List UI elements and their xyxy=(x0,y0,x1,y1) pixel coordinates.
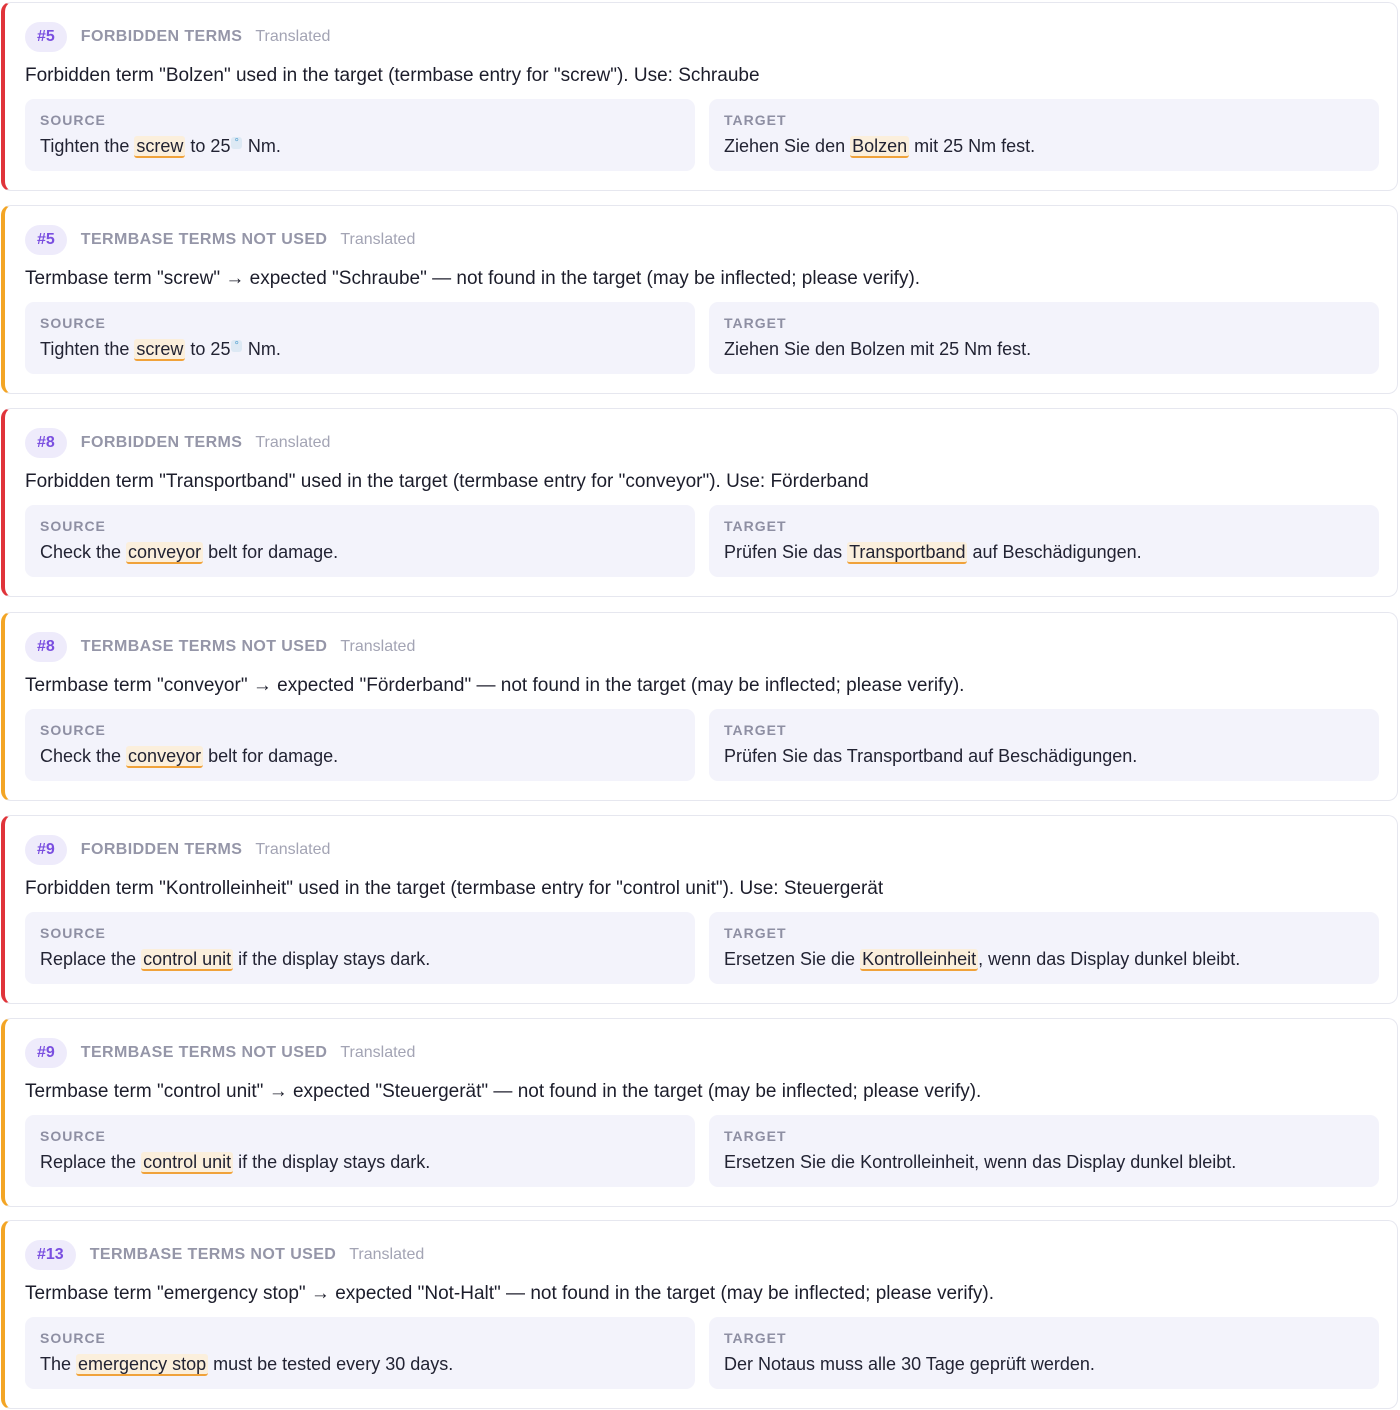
issue-message: Forbidden term "Transportband" used in the target (termbase entry for "conveyor"). Use: Förderband xyxy=(25,471,869,492)
target-label: TARGET xyxy=(724,1330,787,1346)
source-text-tail: Nm. xyxy=(242,136,281,156)
source-text-after: belt for damage. xyxy=(203,542,339,562)
source-text-before: Tighten the xyxy=(40,136,135,156)
target-text-before: Prüfen Sie das xyxy=(724,542,848,562)
target-text-before: Der Notaus muss alle 30 Tage geprüft werden. xyxy=(724,1354,1095,1374)
segment-number-badge[interactable]: #8 xyxy=(25,632,67,662)
source-text-before: Replace the xyxy=(40,1152,142,1172)
source-term-highlight[interactable]: conveyor xyxy=(128,542,202,562)
issue-card[interactable] xyxy=(1,205,1398,394)
issue-card[interactable] xyxy=(1,1220,1398,1409)
issue-header xyxy=(25,1239,424,1271)
source-label: SOURCE xyxy=(40,1330,106,1346)
nbsp-marker: ° xyxy=(231,340,241,352)
target-text xyxy=(724,949,1240,970)
target-term-highlight[interactable]: Transportband xyxy=(849,542,966,562)
target-panel xyxy=(709,912,1379,984)
source-text-before: Replace the xyxy=(40,949,142,969)
target-text xyxy=(724,542,1142,563)
target-panel xyxy=(709,505,1379,577)
issue-category: TERMBASE TERMS NOT USED xyxy=(89,1246,337,1263)
issue-category: FORBIDDEN TERMS xyxy=(80,841,243,858)
issue-card[interactable] xyxy=(1,408,1398,597)
issue-header xyxy=(25,631,415,663)
issue-header xyxy=(25,834,330,866)
segment-status: Translated xyxy=(255,841,331,858)
target-text xyxy=(724,339,1031,360)
target-text-before: Ersetzen Sie die Kontrolleinheit, wenn das Display dunkel bleibt. xyxy=(724,1152,1237,1172)
target-term-highlight[interactable]: Kontrolleinheit xyxy=(862,949,977,969)
nbsp-marker: ° xyxy=(231,137,241,149)
source-text xyxy=(40,949,430,970)
segment-number-badge[interactable]: #5 xyxy=(25,22,67,52)
issue-category: TERMBASE TERMS NOT USED xyxy=(80,1044,328,1061)
source-text-after: to 25 xyxy=(185,136,231,156)
issue-category: FORBIDDEN TERMS xyxy=(80,28,243,45)
source-label: SOURCE xyxy=(40,112,106,128)
source-label: SOURCE xyxy=(40,315,106,331)
issue-category: TERMBASE TERMS NOT USED xyxy=(80,638,328,655)
issue-card[interactable] xyxy=(1,612,1398,801)
target-label: TARGET xyxy=(724,722,787,738)
source-text-before: Check the xyxy=(40,542,127,562)
source-text xyxy=(40,136,281,157)
source-text-after: to 25 xyxy=(185,339,231,359)
issue-category: FORBIDDEN TERMS xyxy=(80,434,243,451)
source-label: SOURCE xyxy=(40,518,106,534)
segment-number-badge[interactable]: #13 xyxy=(25,1240,76,1270)
source-text xyxy=(40,1152,430,1173)
source-text-before: The xyxy=(40,1354,77,1374)
target-text-after: auf Beschädigungen. xyxy=(967,542,1142,562)
issue-card[interactable] xyxy=(1,2,1398,191)
issue-category: TERMBASE TERMS NOT USED xyxy=(80,231,328,248)
issue-card[interactable] xyxy=(1,815,1398,1004)
target-label: TARGET xyxy=(724,315,787,331)
source-panel xyxy=(25,505,695,577)
target-label: TARGET xyxy=(724,925,787,941)
source-text-after: belt for damage. xyxy=(203,746,339,766)
target-panel xyxy=(709,302,1379,374)
source-text xyxy=(40,746,338,767)
source-panel xyxy=(25,709,695,781)
target-text-before: Ersetzen Sie die xyxy=(724,949,861,969)
source-term-highlight[interactable]: control unit xyxy=(143,1152,232,1172)
source-text-before: Tighten the xyxy=(40,339,135,359)
segment-number-badge[interactable]: #5 xyxy=(25,225,67,255)
target-text-after: mit 25 Nm fest. xyxy=(909,136,1036,156)
target-label: TARGET xyxy=(724,518,787,534)
target-text-before: Prüfen Sie das Transportband auf Beschädigungen. xyxy=(724,746,1138,766)
issue-message: Termbase term "screw" → expected "Schraube" — not found in the target (may be inflected; please verify). xyxy=(25,268,921,289)
source-term-highlight[interactable]: emergency stop xyxy=(78,1354,207,1374)
target-panel xyxy=(709,1317,1379,1389)
segment-number-badge[interactable]: #9 xyxy=(25,1038,67,1068)
source-text xyxy=(40,542,338,563)
source-panel xyxy=(25,912,695,984)
source-label: SOURCE xyxy=(40,1128,106,1144)
target-panel xyxy=(709,1115,1379,1187)
segment-status: Translated xyxy=(340,231,416,248)
issue-header xyxy=(25,224,415,256)
source-text-before: Check the xyxy=(40,746,127,766)
target-text xyxy=(724,746,1137,767)
issue-header xyxy=(25,1037,415,1069)
source-text-after: if the display stays dark. xyxy=(233,1152,431,1172)
source-panel xyxy=(25,1115,695,1187)
segment-status: Translated xyxy=(349,1246,425,1263)
target-text-before: Ziehen Sie den xyxy=(724,136,851,156)
source-text-tail: Nm. xyxy=(242,339,281,359)
source-term-highlight[interactable]: screw xyxy=(136,339,184,359)
target-panel xyxy=(709,709,1379,781)
issue-header xyxy=(25,427,330,459)
issue-message: Forbidden term "Bolzen" used in the target (termbase entry for "screw"). Use: Schraube xyxy=(25,65,760,86)
segment-status: Translated xyxy=(255,434,331,451)
source-label: SOURCE xyxy=(40,925,106,941)
issue-message: Forbidden term "Kontrolleinheit" used in the target (termbase entry for "control unit"). Use: Steuergerät xyxy=(25,878,884,899)
segment-status: Translated xyxy=(340,638,416,655)
source-term-highlight[interactable]: control unit xyxy=(143,949,232,969)
source-label: SOURCE xyxy=(40,722,106,738)
target-panel xyxy=(709,99,1379,171)
issue-header xyxy=(25,21,330,53)
issue-message: Termbase term "control unit" → expected "Steuergerät" — not found in the target (may be inflected; please verify). xyxy=(25,1081,982,1102)
segment-number-badge[interactable]: #9 xyxy=(25,835,67,865)
target-label: TARGET xyxy=(724,1128,787,1144)
source-term-highlight[interactable]: conveyor xyxy=(128,746,202,766)
target-text-after: , wenn das Display dunkel bleibt. xyxy=(978,949,1241,969)
issue-card[interactable] xyxy=(1,1018,1398,1207)
segment-number-badge[interactable]: #8 xyxy=(25,428,67,458)
source-term-highlight[interactable]: screw xyxy=(136,136,184,156)
issue-message: Termbase term "emergency stop" → expected "Not-Halt" — not found in the target (may be inflected; please verify). xyxy=(25,1283,994,1304)
target-term-highlight[interactable]: Bolzen xyxy=(852,136,908,156)
target-text xyxy=(724,1152,1236,1173)
segment-status: Translated xyxy=(255,28,331,45)
target-text xyxy=(724,136,1035,157)
source-text-after: if the display stays dark. xyxy=(233,949,431,969)
target-text-before: Ziehen Sie den Bolzen mit 25 Nm fest. xyxy=(724,339,1032,359)
source-panel xyxy=(25,99,695,171)
source-text-after: must be tested every 30 days. xyxy=(208,1354,454,1374)
target-label: TARGET xyxy=(724,112,787,128)
segment-status: Translated xyxy=(340,1044,416,1061)
issue-message: Termbase term "conveyor" → expected "Förderband" — not found in the target (may be inflected; please verify). xyxy=(25,675,965,696)
source-text xyxy=(40,339,281,360)
source-text xyxy=(40,1354,453,1375)
target-text xyxy=(724,1354,1095,1375)
source-panel xyxy=(25,302,695,374)
source-panel xyxy=(25,1317,695,1389)
